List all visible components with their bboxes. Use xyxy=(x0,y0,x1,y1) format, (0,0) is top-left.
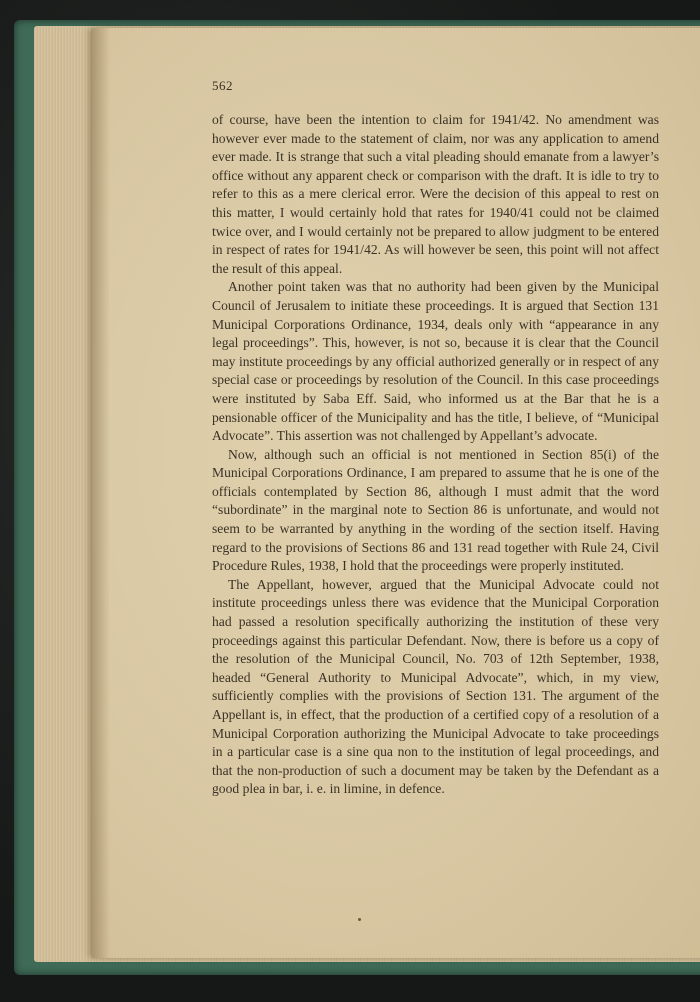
paragraph-3: Now, although such an official is not mentioned in Section 85(i) of the Municipal Corporations Ordinance, I am prepared to assume that he is one of the officials contemplated by Section 86, although I must admit that the word “subordinate” in the marginal note to Section 86 is unfortunate, and would not seem to be warranted by anything in the wording of the section itself. Having regard to the provisions of Sections 86 and 131 read together with Rule 24, Civil Procedure Rules, 1938, I hold that the proceedings were properly instituted. xyxy=(212,446,659,574)
page-number: 562 xyxy=(212,78,233,93)
body-text xyxy=(212,111,659,799)
gutter-shadow xyxy=(92,28,110,958)
paragraph-4: The Appellant, however, argued that the Municipal Advocate could not institute proceedings unless there was evidence that the Municipal Corporation had passed a resolution specifically authorizing the institution of these very proceedings against this particular Defendant. Now, there is before us a copy of the resolution of the Municipal Council, No. 703 of 12th September, 1938, headed “General Authority to Municipal Advocate”, which, in my view, sufficiently complies with the provisions of Section 131. The argument of the Appellant is, in effect, that the production of a certified copy of a resolution of a Municipal Corporation authorizing the Municipal Advocate to take proceedings in a particular case is a sine qua non to the institution of legal proceedings, and that the non-production of such a document may be taken by the Defendant as a good plea in bar, i. e. in limine, in defence. xyxy=(212,576,659,797)
paragraph-2: Another point taken was that no authority had been given by the Municipal Council of Jerusalem to initiate these proceedings. It is argued that Section 131 Municipal Corporations Ordinance, 1934, deals only with “appearance in any legal proceedings”. This, however, is not so, because it is clear that the Council may institute proceedings by any official authorized generally or in respect of any special case or proceedings by resolution of the Council. In this case proceedings were instituted by Saba Eff. Said, who informed us at the Bar that he is a pensionable officer of the Municipality and has the title, I believe, of “Municipal Advocate”. This assertion was not challenged by Appellant’s advocate. xyxy=(212,279,659,444)
page-mark xyxy=(358,918,361,921)
paragraph-1: of course, have been the intention to claim for 1941/42. No amendment was however ever made to the statement of claim, nor was any application to amend ever made. It is strange that such a vital pleading should emanate from a lawyer’s office without any apparent check or comparison with the draft. It is idle to try to refer to this as a mere clerical error. Were the decision of this appeal to rest on this matter, I would certainly hold that rates for 1940/41 could not be claimed twice over, and I would certainly not be prepared to allow judgment to be entered in respect of rates for 1941/42. As will however be seen, this point will not affect the result of this appeal. xyxy=(212,112,659,276)
